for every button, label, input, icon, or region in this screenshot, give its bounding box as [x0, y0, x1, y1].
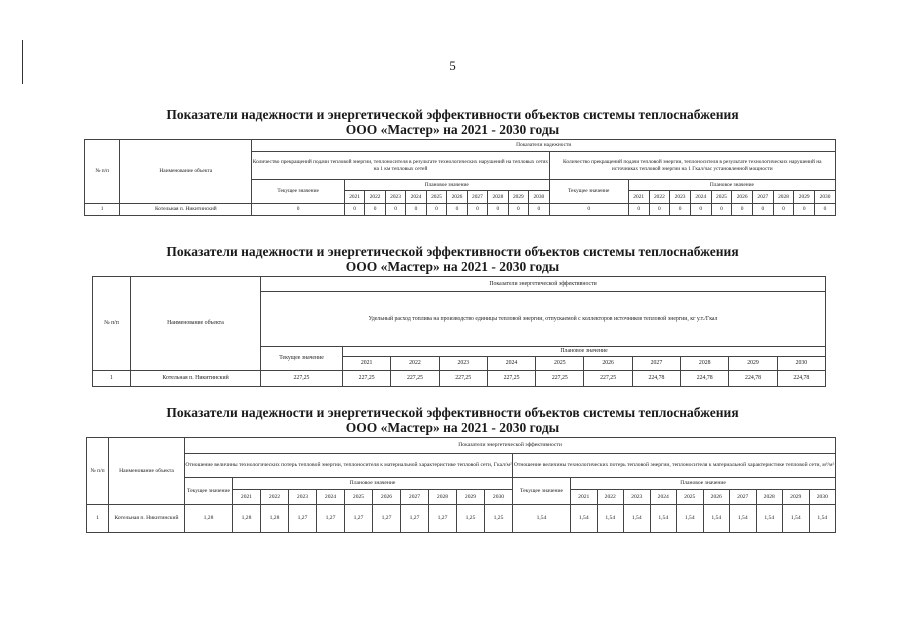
year-header: 2025 [711, 191, 732, 204]
cell-value: 0 [815, 204, 836, 216]
planned-value-header: Плановое значение [628, 180, 835, 191]
table-row [87, 505, 836, 533]
cell-value: 0 [447, 204, 467, 216]
year-header: 2021 [571, 490, 598, 505]
year-header: 2026 [703, 490, 730, 505]
indicator-header-2: Количество прекращений подачи тепловой энергии, теплоносителя в результате технологических нарушений на источниках тепловой энергии на 1 Гкал/час установленной мощности [549, 152, 835, 180]
planned-value-header: Плановое значение [233, 478, 513, 490]
year-header: 2028 [429, 490, 457, 505]
cell-value: 224,78 [632, 371, 680, 387]
indicator-header-2: Отношение величины технологических потерь тепловой энергии, теплоносителя к материальной характеристике тепловой сети, м³/м² [513, 454, 836, 478]
year-header: 2030 [809, 490, 836, 505]
year-header: 2027 [467, 191, 487, 204]
year-header: 2023 [624, 490, 651, 505]
title-line-2: ООО «Мастер» на 2021 - 2030 годы [345, 420, 560, 435]
cell-value: 1,54 [783, 505, 810, 533]
cell-value: 1,25 [485, 505, 513, 533]
year-header: 2029 [729, 357, 777, 371]
year-header: 2028 [773, 191, 794, 204]
cell-value: 227,25 [584, 371, 632, 387]
title-line-2: ООО «Мастер» на 2021 - 2030 годы [345, 259, 560, 274]
cell-value: 0 [488, 204, 508, 216]
cell-value: 0 [508, 204, 528, 216]
cell-value: 1,28 [233, 505, 261, 533]
col-name-header: Наименование объекта [120, 140, 252, 204]
cell-value: 1,54 [809, 505, 836, 533]
section-title-2 [0, 244, 905, 274]
indicator-header-1: Количество прекращений подачи тепловой энергии, теплоносителя в результате технологических нарушений на тепловых сетях на 1 км тепловых сетей [252, 152, 549, 180]
section-title-3 [0, 405, 905, 435]
year-header: 2028 [488, 191, 508, 204]
cell-value: 1,25 [457, 505, 485, 533]
year-header: 2024 [690, 191, 711, 204]
year-header: 2025 [677, 490, 704, 505]
year-header: 2024 [650, 490, 677, 505]
year-header: 2029 [783, 490, 810, 505]
table-row [93, 371, 826, 387]
cell-value: 0 [711, 204, 732, 216]
cell-value: 1,54 [677, 505, 704, 533]
cell-value: 1,27 [373, 505, 401, 533]
current-value-header: Текущее значение [261, 347, 343, 371]
cell-value: 0 [752, 204, 773, 216]
cell-value: 1,27 [429, 505, 457, 533]
cell-value: 0 [732, 204, 753, 216]
year-header: 2029 [457, 490, 485, 505]
cell-value: 1,27 [345, 505, 373, 533]
year-header: 2024 [487, 357, 535, 371]
planned-value-header: Плановое значение [343, 347, 826, 357]
row-name: Котельная п. Никитинский [131, 371, 261, 387]
col-name-header: Наименование объекта [131, 277, 261, 371]
year-header: 2024 [406, 191, 426, 204]
cell-current: 0 [549, 204, 628, 216]
group-header: Показатели энергетической эффективности [185, 438, 836, 454]
year-header: 2029 [794, 191, 815, 204]
current-value-header: Текущее значение [185, 478, 233, 505]
row-num: 1 [93, 371, 131, 387]
cell-value: 0 [773, 204, 794, 216]
cell-value: 1,54 [650, 505, 677, 533]
efficiency-table-fuel [92, 276, 826, 387]
row-num: 1 [85, 204, 120, 216]
planned-value-header: Плановое значение [571, 478, 836, 490]
cell-value: 0 [385, 204, 405, 216]
year-header: 2030 [485, 490, 513, 505]
cell-value: 1,54 [703, 505, 730, 533]
cell-current: 0 [252, 204, 345, 216]
year-header: 2028 [681, 357, 729, 371]
cell-value: 227,25 [343, 371, 391, 387]
year-header: 2023 [289, 490, 317, 505]
cell-value: 224,78 [729, 371, 777, 387]
col-name-header: Наименование объекта [109, 438, 185, 505]
cell-current: 1,28 [185, 505, 233, 533]
cell-value: 1,54 [597, 505, 624, 533]
col-num-header: № п/п [87, 438, 109, 505]
year-header: 2022 [391, 357, 439, 371]
current-value-header: Текущее значение [252, 180, 345, 204]
cell-value: 1,27 [401, 505, 429, 533]
cell-value: 0 [690, 204, 711, 216]
year-header: 2027 [752, 191, 773, 204]
cell-value: 1,28 [261, 505, 289, 533]
cell-value: 0 [670, 204, 691, 216]
row-name: Котельная п. Никитинский [120, 204, 252, 216]
cell-value: 227,25 [536, 371, 584, 387]
section-title-1 [0, 107, 905, 137]
cell-value: 227,25 [439, 371, 487, 387]
cell-value: 1,54 [571, 505, 598, 533]
current-value-header: Текущее значение [513, 478, 571, 505]
cell-value: 0 [426, 204, 446, 216]
year-header: 2027 [730, 490, 757, 505]
year-header: 2025 [536, 357, 584, 371]
indicator-header: Удельный расход топлива на производство единицы тепловой энергии, отпускаемой с коллекторов источников тепловой энергии, кг у.т./Гкал [261, 292, 826, 347]
cell-value: 1,27 [317, 505, 345, 533]
year-header: 2023 [385, 191, 405, 204]
year-header: 2026 [584, 357, 632, 371]
year-header: 2022 [365, 191, 385, 204]
page-number: 5 [449, 58, 456, 73]
year-header: 2027 [632, 357, 680, 371]
cell-current: 227,25 [261, 371, 343, 387]
cell-value: 1,27 [289, 505, 317, 533]
year-header: 2022 [649, 191, 670, 204]
table-row [85, 204, 836, 216]
year-header: 2023 [670, 191, 691, 204]
cell-value: 0 [467, 204, 487, 216]
cell-value: 0 [344, 204, 364, 216]
year-header: 2026 [373, 490, 401, 505]
year-header: 2030 [815, 191, 836, 204]
row-num: 1 [87, 505, 109, 533]
year-header: 2026 [447, 191, 467, 204]
cell-value: 227,25 [487, 371, 535, 387]
year-header: 2021 [343, 357, 391, 371]
title-line-1: Показатели надежности и энергетической эффективности объектов системы теплоснабжения [166, 107, 739, 122]
cell-value: 227,25 [391, 371, 439, 387]
cell-value: 0 [794, 204, 815, 216]
year-header: 2022 [261, 490, 289, 505]
col-num-header: № п/п [93, 277, 131, 371]
year-header: 2023 [439, 357, 487, 371]
year-header: 2021 [344, 191, 364, 204]
cell-current: 1,54 [513, 505, 571, 533]
current-value-header: Текущее значение [549, 180, 628, 204]
efficiency-table-losses [86, 437, 836, 533]
year-header: 2030 [529, 191, 549, 204]
year-header: 2028 [756, 490, 783, 505]
row-name: Котельная п. Никитинский [109, 505, 185, 533]
reliability-table [84, 139, 836, 216]
cell-value: 0 [365, 204, 385, 216]
year-header: 2021 [628, 191, 649, 204]
year-header: 2021 [233, 490, 261, 505]
cell-value: 1,54 [624, 505, 651, 533]
cell-value: 0 [529, 204, 549, 216]
year-header: 2026 [732, 191, 753, 204]
cell-value: 0 [406, 204, 426, 216]
year-header: 2024 [317, 490, 345, 505]
indicator-header-1: Отношение величины технологических потерь тепловой энергии, теплоносителя к материальной характеристике тепловой сети, Гкал/м² [185, 454, 513, 478]
title-line-2: ООО «Мастер» на 2021 - 2030 годы [345, 122, 560, 137]
group-header: Показатели энергетической эффективности [261, 277, 826, 292]
planned-value-header: Плановое значение [344, 180, 549, 191]
title-line-1: Показатели надежности и энергетической эффективности объектов системы теплоснабжения [166, 405, 739, 420]
title-line-1: Показатели надежности и энергетической эффективности объектов системы теплоснабжения [166, 244, 739, 259]
year-header: 2027 [401, 490, 429, 505]
year-header: 2025 [345, 490, 373, 505]
col-num-header: № п/п [85, 140, 120, 204]
cell-value: 0 [628, 204, 649, 216]
cell-value: 1,54 [730, 505, 757, 533]
year-header: 2030 [777, 357, 825, 371]
year-header: 2025 [426, 191, 446, 204]
cell-value: 1,54 [756, 505, 783, 533]
cell-value: 224,78 [777, 371, 825, 387]
group-header: Показатели надежности [252, 140, 836, 152]
cell-value: 224,78 [681, 371, 729, 387]
year-header: 2022 [597, 490, 624, 505]
cell-value: 0 [649, 204, 670, 216]
year-header: 2029 [508, 191, 528, 204]
